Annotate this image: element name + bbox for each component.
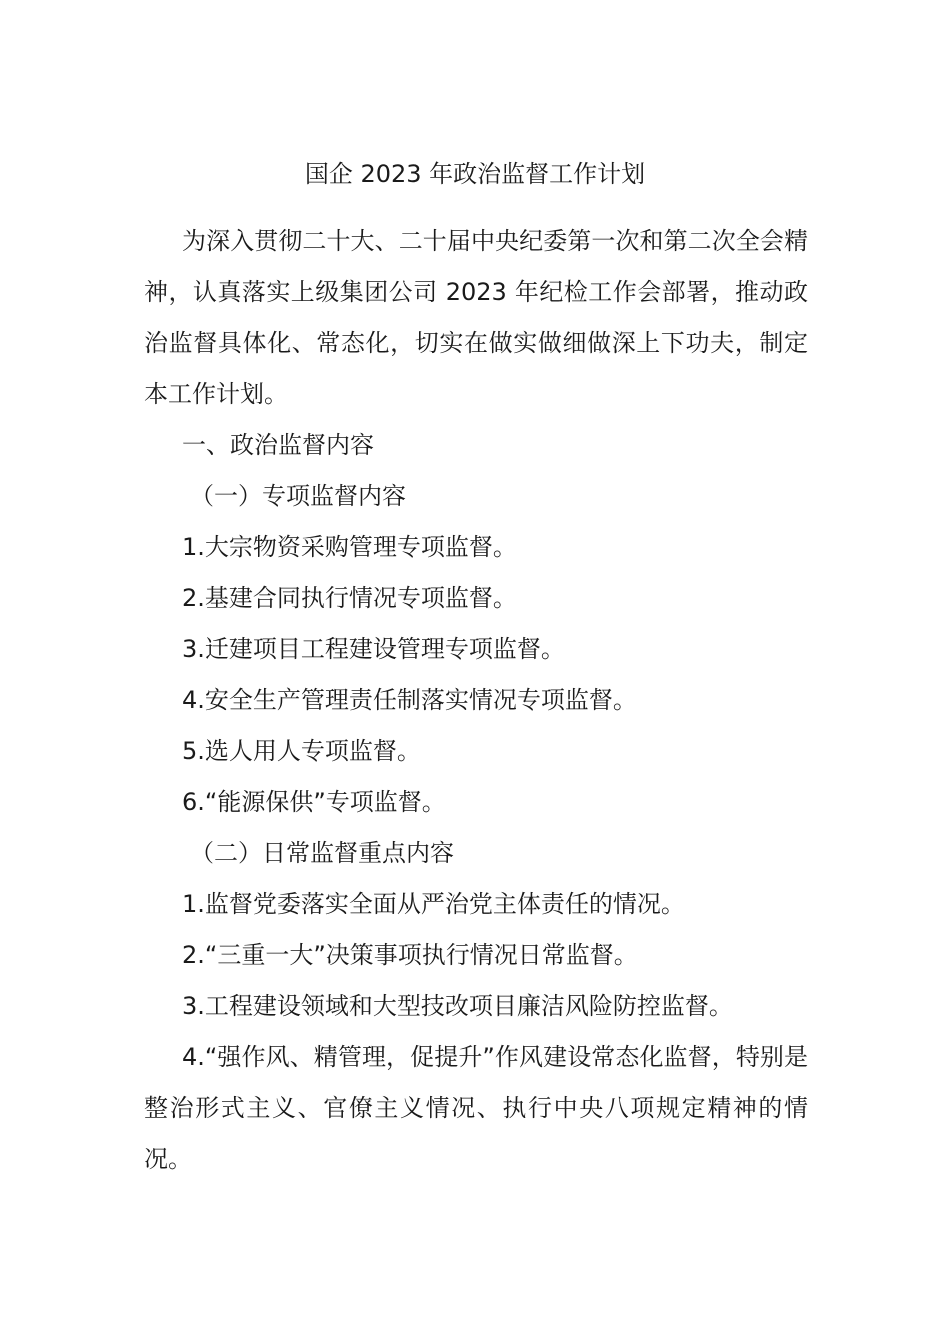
section-heading: 一、政治监督内容 [182,431,374,459]
list-item: 2.“三重一大”决策事项执行情况日常监督。 [182,941,638,969]
subsection-heading: （二）日常监督重点内容 [190,839,454,867]
list-item: 4.“强作风、精管理，促提升”作风建设常态化监督，特别是整治形式主义、官僚主义情况、执行中央八项规定精神的情况。 [144,1043,808,1173]
document-body [144,216,808,1185]
list-item: 3.迁建项目工程建设管理专项监督。 [182,635,565,663]
list-item: 6.“能源保供”专项监督。 [182,788,446,816]
intro-paragraph: 为深入贯彻二十大、二十届中央纪委第一次和第二次全会精神，认真落实上级集团公司 2023 年纪检工作会部署，推动政治监督具体化、常态化，切实在做实做细做深上下功夫，制定本工作计划。 [144,227,808,408]
document-title: 国企 2023 年政治监督工作计划 [304,160,646,188]
list-item: 4.安全生产管理责任制落实情况专项监督。 [182,686,637,714]
list-item: 2.基建合同执行情况专项监督。 [182,584,517,612]
list-item: 1.监督党委落实全面从严治党主体责任的情况。 [182,890,685,918]
list-item: 3.工程建设领域和大型技改项目廉洁风险防控监督。 [182,992,733,1020]
list-item: 5.选人用人专项监督。 [182,737,421,765]
subsection-heading: （一）专项监督内容 [190,482,406,510]
list-item: 1.大宗物资采购管理专项监督。 [182,533,517,561]
